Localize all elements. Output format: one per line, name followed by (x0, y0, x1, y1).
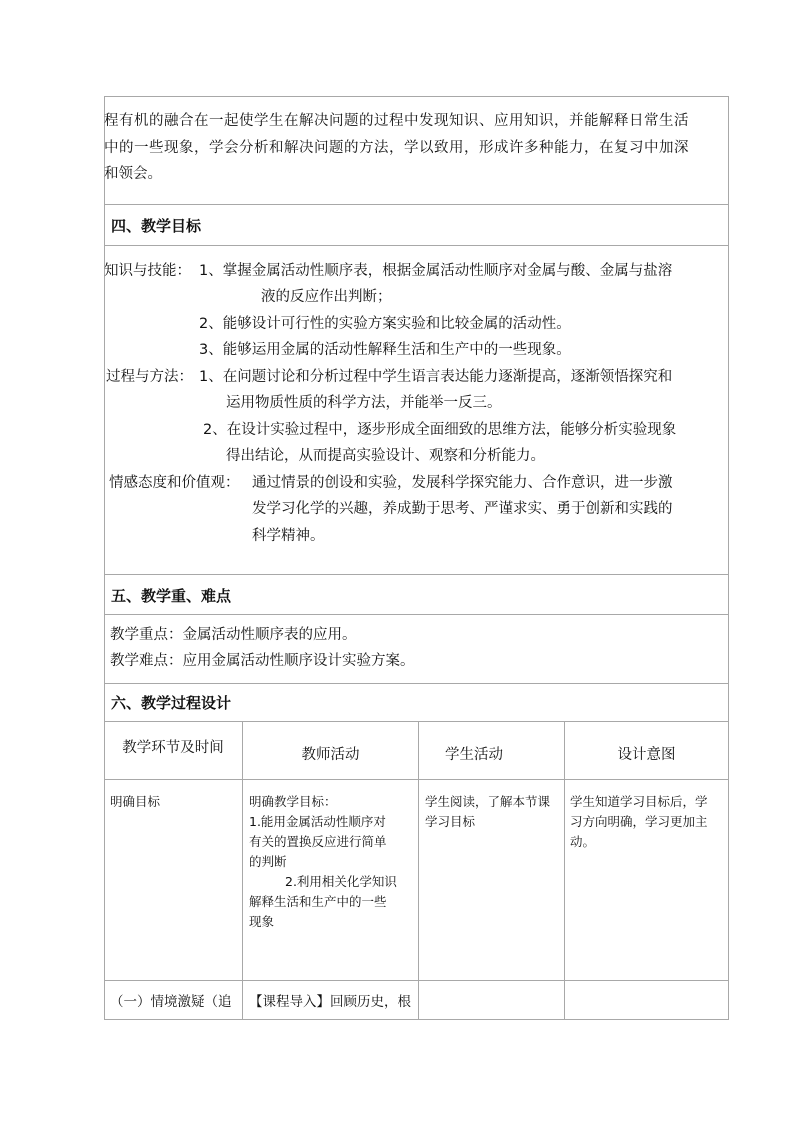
knowledge-item-1-line-1: 1、掌握金属活动性顺序表，根据金属活动性顺序对金属与酸、金属与盐溶 (199, 263, 673, 279)
col-divider-3 (564, 721, 565, 1020)
intro-line-2: 中的一些现象，学会分析和解决问题的方法，学以致用，形成许多种能力，在复习中加深 (104, 140, 689, 156)
divider-6 (104, 721, 729, 722)
knowledge-item-1-line-2: 液的反应作出判断； (261, 289, 392, 305)
section-6-title: 六、教学过程设计 (111, 694, 232, 712)
row1-intent-line-2: 习方向明确，学习更加主 (570, 814, 708, 829)
row1-stage (110, 792, 160, 812)
outer-border-left (104, 96, 105, 1020)
process-item-2-line-1: 2、在设计实验过程中，逐步形成全面细致的思维方法，能够分析实验现象 (203, 422, 677, 438)
process-item-1-line-1: 1、在问题讨论和分析过程中学生语言表达能力逐渐提高，逐渐领悟探究和 (199, 369, 673, 385)
process-label: 过程与方法： (106, 369, 193, 385)
outer-border-right (728, 96, 729, 1020)
process-item-1-line-2: 运用物质性质的科学方法，并能举一反三。 (226, 395, 502, 411)
col-divider-1 (242, 721, 243, 1020)
th-stage: 教学环节及时间 (122, 740, 224, 756)
outer-border-bottom (104, 1019, 729, 1020)
knowledge-item-2: 2、能够设计可行性的实验方案实验和比较金属的活动性。 (199, 316, 571, 332)
row1-teacher-line-4: 的判断 (249, 854, 287, 869)
row1-intent (570, 792, 708, 852)
row1-teacher-line-1: 明确教学目标： (249, 794, 337, 809)
divider-5 (104, 683, 729, 684)
knowledge-label: 知识与技能： (104, 263, 191, 279)
row2-stage-text: （一）情境激疑（追 (110, 994, 232, 1010)
divider-7 (104, 779, 729, 780)
emotion-line-3: 科学精神。 (252, 528, 325, 544)
row1-student (425, 792, 550, 832)
row2-stage (110, 992, 232, 1012)
emotion-line-2: 发学习化学的兴趣，养成勤于思考、严谨求实、勇于创新和实践的 (252, 501, 673, 517)
row1-student-line-1: 学生阅读，了解本节课 (425, 794, 551, 809)
row1-student-line-2: 学习目标 (425, 814, 476, 829)
row1-teacher (249, 792, 397, 932)
row1-intent-line-3: 动。 (570, 834, 596, 849)
divider-3 (104, 574, 729, 575)
col-divider-2 (418, 721, 419, 1020)
row2-teacher-line-1: 【课程导入】回顾历史，根 (249, 994, 411, 1010)
key-point: 教学重点：金属活动性顺序表的应用。 (110, 627, 357, 643)
process-item-2-line-2: 得出结论，从而提高实验设计、观察和分析能力。 (226, 448, 545, 464)
row1-teacher-line-2: 1.能用金属活动性顺序对 (249, 814, 386, 829)
th-student: 学生活动 (445, 747, 503, 763)
row1-teacher-line-7: 现象 (249, 914, 275, 929)
row2-teacher (249, 992, 411, 1012)
knowledge-item-3: 3、能够运用金属的活动性解释生活和生产中的一些现象。 (199, 342, 571, 358)
row1-teacher-line-5: 2.利用相关化学知识 (285, 874, 397, 889)
divider-4 (104, 614, 729, 615)
intro-line-3: 和领会。 (104, 166, 162, 182)
difficult-point: 教学难点：应用金属活动性顺序设计实验方案。 (110, 653, 415, 669)
outer-border-top (104, 96, 729, 97)
row1-teacher-line-6: 解释生活和生产中的一些 (249, 894, 387, 909)
th-teacher: 教师活动 (301, 747, 360, 763)
row1-stage-text: 明确目标 (110, 794, 161, 809)
emotion-label: 情感态度和价值观： (109, 475, 240, 491)
divider-1 (104, 204, 729, 205)
emotion-line-1: 通过情景的创设和实验，发展科学探究能力、合作意识，进一步激 (252, 475, 673, 491)
th-intent: 设计意图 (617, 747, 676, 763)
divider-8 (104, 980, 729, 981)
row1-intent-line-1: 学生知道学习目标后，学 (570, 794, 708, 809)
section-4-title: 四、教学目标 (111, 217, 202, 235)
section-5-title: 五、教学重、难点 (111, 587, 232, 605)
divider-2 (104, 245, 729, 246)
intro-line-1: 程有机的融合在一起使学生在解决问题的过程中发现知识、应用知识，并能解释日常生活 (104, 113, 689, 129)
row1-teacher-line-3: 有关的置换反应进行简单 (249, 834, 387, 849)
